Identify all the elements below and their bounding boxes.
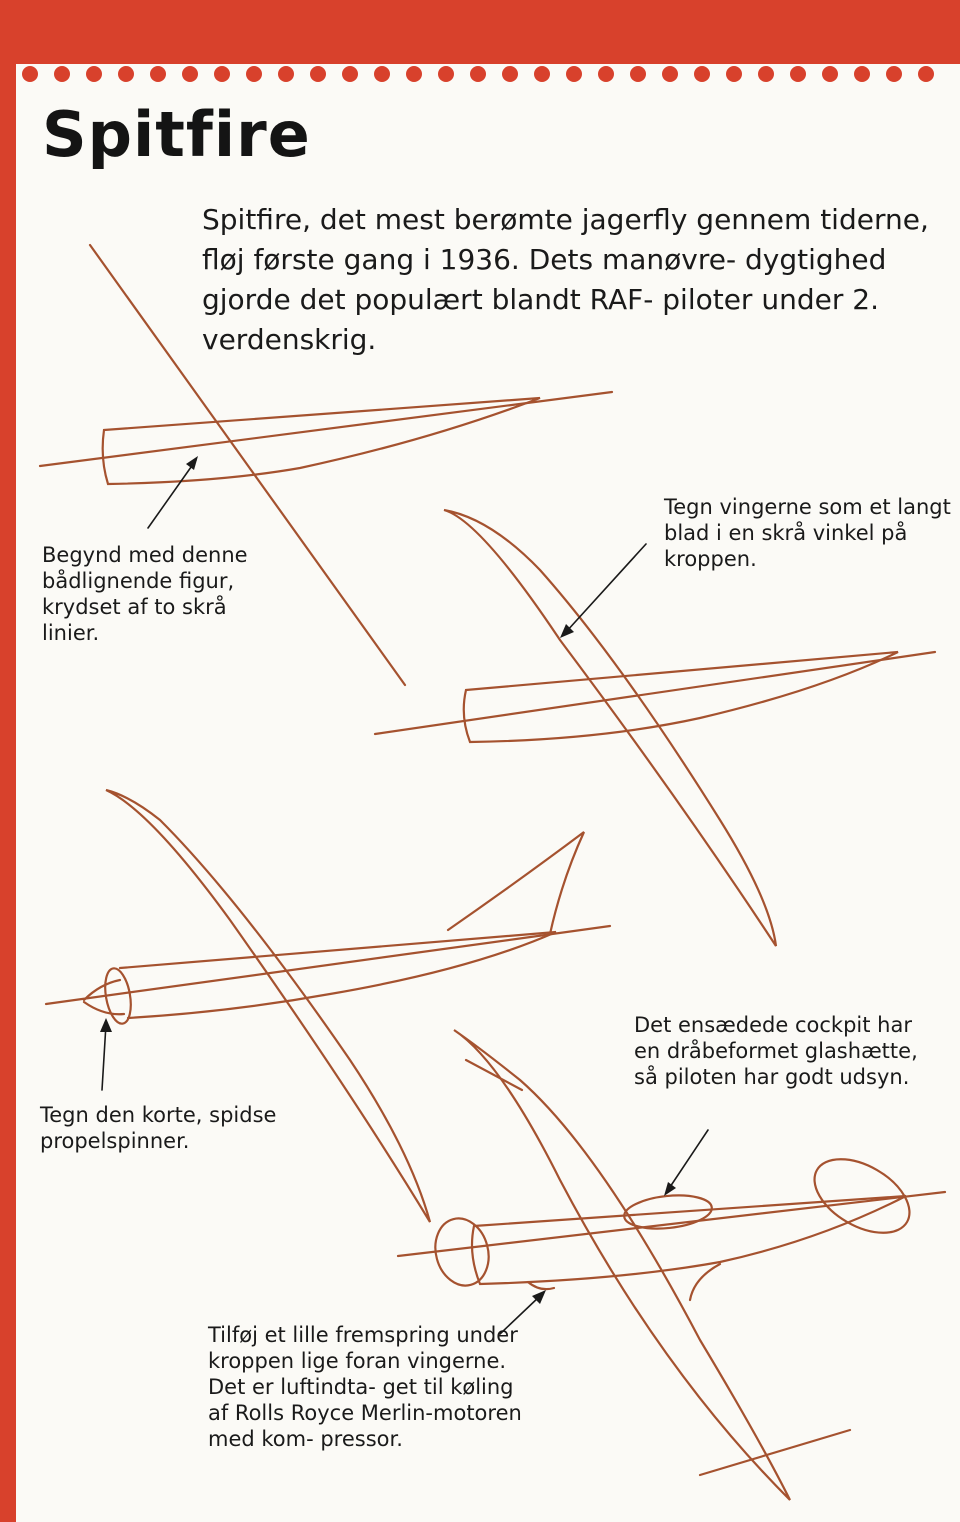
- note-step1: Begynd med denne bådlignende figur, krydset af to skrå linier.: [42, 543, 248, 645]
- note-step3: Tegn den korte, spidse propelspinner.: [40, 1103, 277, 1153]
- note-step5: Tilføj et lille fremspring under kroppen lige foran vingerne. Det er luftindta- get til køling af Rolls Royce Merlin-motoren med kom- pressor.: [208, 1323, 522, 1451]
- intro-text: Spitfire, det mest berømte jagerfly gennem tiderne, fløj første gang i 1936. Dets manøvre- dygtighed gjorde det populært blandt RAF- piloter under 2. verdenskrig.: [202, 203, 929, 356]
- note-step2: Tegn vingerne som et langt blad i en skrå vinkel på kroppen.: [664, 495, 951, 571]
- note-step4: Det ensædede cockpit har en dråbeformet glashætte, så piloten har godt udsyn.: [634, 1013, 918, 1089]
- page-title: Spitfire: [42, 98, 311, 171]
